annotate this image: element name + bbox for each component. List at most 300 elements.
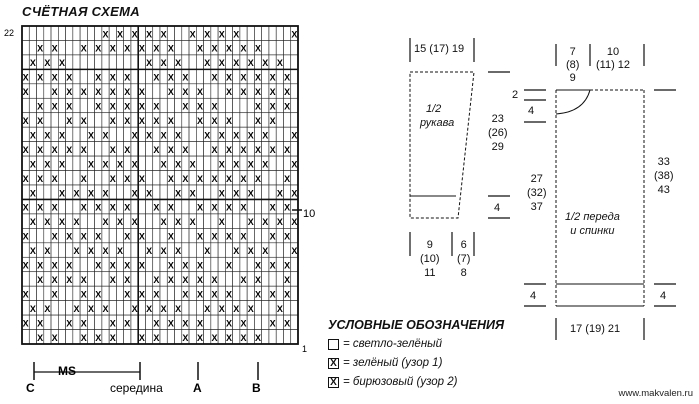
stitch-mark: X (138, 116, 145, 127)
stitch-mark: X (117, 217, 124, 228)
stitch-mark: X (167, 144, 174, 155)
stitch-mark: X (95, 289, 102, 300)
stitch-mark: X (269, 231, 276, 242)
stitch-mark: X (124, 275, 131, 286)
stitch-mark: X (182, 332, 189, 343)
stitch-mark: X (87, 130, 95, 141)
stitch-mark: X (291, 159, 298, 170)
stitch-mark: X (225, 332, 233, 343)
stitch-mark: X (153, 318, 160, 329)
stitch-mark: X (262, 130, 269, 141)
stitch-mark: X (102, 130, 109, 141)
stitch-mark: X (29, 130, 36, 141)
stitch-mark: X (247, 303, 254, 314)
stitch-mark: X (146, 130, 153, 141)
stitch-mark: X (51, 87, 58, 98)
legend-item-light-green: = светло-зелёный (328, 338, 442, 350)
stitch-mark: X (124, 87, 131, 98)
body-rib-right: 4 (660, 290, 667, 302)
stitch-mark: X (37, 275, 44, 286)
stitch-mark: X (196, 43, 203, 54)
stitch-mark: X (73, 188, 80, 199)
stitch-mark: X (284, 260, 291, 271)
stitch-mark: X (255, 87, 262, 98)
stitch-mark: X (102, 188, 109, 199)
stitch-mark: X (204, 246, 211, 257)
stitch-mark: X (240, 43, 247, 54)
stitch-mark: X (233, 29, 240, 40)
stitch-mark: X (44, 130, 51, 141)
stitch-mark: X (51, 289, 58, 300)
stitch-mark: X (51, 101, 58, 112)
stitch-mark: X (189, 29, 196, 40)
stitch-mark: X (262, 246, 269, 257)
stitch-mark: X (240, 231, 247, 242)
stitch-mark: X (124, 43, 131, 54)
stitch-mark: X (146, 188, 153, 199)
stitch-mark: X (37, 332, 44, 343)
swatch-turquoise: X (328, 377, 339, 388)
stitch-mark: X (262, 217, 269, 228)
stitch-mark: X (211, 275, 218, 286)
stitch-mark: X (51, 260, 58, 271)
stitch-mark: X (109, 332, 116, 343)
sleeve-bottom-left: 9 (10) 11 (420, 239, 440, 279)
label-ms: MS (58, 364, 76, 378)
stitch-mark: X (66, 101, 73, 112)
stitch-mark: X (102, 159, 109, 170)
stitch-mark: X (269, 260, 276, 271)
stitch-mark: X (102, 217, 109, 228)
stitch-mark: X (211, 173, 218, 184)
stitch-mark: X (102, 303, 109, 314)
stitch-mark: X (240, 87, 247, 98)
stitch-mark: X (269, 144, 276, 155)
stitch-mark: X (204, 130, 211, 141)
stitch-mark: X (73, 303, 80, 314)
stitch-mark: X (153, 289, 160, 300)
stitch-mark: X (29, 303, 36, 314)
stitch-mark: X (160, 217, 167, 228)
stitch-mark: X (58, 130, 65, 141)
stitch-mark: X (291, 217, 298, 228)
stitch-mark: X (124, 72, 131, 83)
chart-title: СЧЁТНАЯ СХЕМА (22, 4, 140, 19)
row-label-side: 10 (303, 208, 316, 220)
stitch-mark: X (131, 303, 138, 314)
stitch-mark: X (124, 260, 131, 271)
stitch-mark: X (269, 202, 276, 213)
stitch-mark: X (291, 130, 298, 141)
stitch-mark: X (44, 303, 51, 314)
stitch-mark: X (80, 43, 87, 54)
stitch-mark: X (153, 144, 160, 155)
stitch-mark: X (29, 217, 36, 228)
stitch-mark: X (124, 144, 131, 155)
stitch-mark: X (87, 303, 95, 314)
stitch-mark: X (211, 144, 218, 155)
body-width: 17 (19) 21 (570, 323, 621, 335)
body-neck-band: 4 (528, 105, 535, 117)
stitch-mark: X (80, 318, 87, 329)
stitch-mark: X (51, 144, 58, 155)
swatch-light-green (328, 339, 339, 350)
stitch-mark: X (204, 29, 211, 40)
stitch-mark: X (284, 72, 291, 83)
stitch-mark: X (284, 144, 291, 155)
sleeve-length: 23 (26) 29 (488, 113, 508, 153)
sleeve-bottom-right: 6 (7) 8 (457, 239, 471, 279)
stitch-mark: X (138, 231, 145, 242)
stitch-mark: X (138, 173, 145, 184)
sleeve-cuff-height: 4 (494, 202, 501, 214)
stitch-mark: X (22, 72, 29, 83)
stitch-mark: X (269, 318, 276, 329)
stitch-mark: X (196, 260, 203, 271)
stitch-mark: X (37, 318, 44, 329)
stitch-mark: X (182, 275, 189, 286)
stitch-mark: X (204, 303, 211, 314)
stitch-mark: X (255, 173, 262, 184)
stitch-mark: X (255, 144, 262, 155)
stitch-mark: X (124, 318, 131, 329)
stitch-mark: X (269, 116, 276, 127)
stitch-mark: X (117, 159, 124, 170)
stitch-mark: X (167, 275, 174, 286)
stitch-mark: X (29, 159, 36, 170)
stitch-mark: X (211, 116, 218, 127)
stitch-mark: X (182, 318, 189, 329)
stitch-mark: X (160, 303, 167, 314)
stitch-mark: X (66, 275, 73, 286)
swatch-green: X (328, 358, 339, 369)
stitch-mark: X (196, 202, 203, 213)
stitch-mark: X (160, 159, 167, 170)
stitch-mark: X (218, 217, 225, 228)
stitch-mark: X (284, 87, 291, 98)
stitch-mark: X (262, 159, 269, 170)
stitch-mark: X (225, 289, 233, 300)
sleeve-name-2: рукава (420, 117, 455, 129)
stitch-mark: X (51, 332, 58, 343)
stitch-mark: X (66, 318, 73, 329)
stitch-mark: X (51, 173, 58, 184)
stitch-mark: X (284, 231, 291, 242)
stitch-mark: X (153, 275, 160, 286)
stitch-mark: X (131, 29, 138, 40)
stitch-mark: X (247, 58, 254, 69)
stitch-mark: X (44, 159, 51, 170)
stitch-mark: X (160, 29, 167, 40)
stitch-mark: X (225, 72, 233, 83)
stitch-mark: X (58, 159, 65, 170)
stitch-mark: X (225, 318, 233, 329)
stitch-mark: X (225, 87, 233, 98)
stitch-mark: X (29, 58, 36, 69)
stitch-mark: X (291, 188, 298, 199)
stitch-mark: X (117, 246, 124, 257)
stitch-mark: X (255, 43, 262, 54)
stitch-mark: X (37, 144, 44, 155)
stitch-mark: X (29, 188, 36, 199)
stitch-mark: X (109, 275, 116, 286)
stitch-mark: X (269, 72, 276, 83)
stitch-mark: X (124, 202, 131, 213)
stitch-mark: X (240, 202, 247, 213)
stitch-mark: X (182, 101, 189, 112)
stitch-mark: X (44, 217, 51, 228)
stitch-mark: X (66, 231, 73, 242)
stitch-mark: X (167, 202, 174, 213)
stitch-mark: X (124, 231, 131, 242)
stitch-mark: X (225, 260, 233, 271)
stitch-mark: X (196, 116, 203, 127)
body-right-length: 33 (38) 43 (654, 156, 674, 196)
stitch-mark: X (196, 275, 203, 286)
stitch-mark: X (247, 130, 254, 141)
stitch-mark: X (109, 173, 116, 184)
stitch-mark: X (66, 72, 73, 83)
stitch-mark: X (22, 289, 29, 300)
stitch-mark: X (233, 58, 240, 69)
stitch-mark: X (51, 231, 58, 242)
stitch-mark: X (233, 246, 240, 257)
stitch-mark: X (284, 289, 291, 300)
sleeve-top-width: 15 (17) 19 (414, 43, 465, 55)
stitch-mark: X (80, 173, 87, 184)
stitch-mark: X (109, 260, 116, 271)
stitch-mark: X (284, 202, 291, 213)
stitch-mark: X (29, 246, 36, 257)
stitch-mark: X (255, 101, 262, 112)
stitch-mark: X (182, 289, 189, 300)
stitch-mark: X (218, 188, 225, 199)
stitch-mark: X (95, 332, 102, 343)
stitch-mark: X (95, 43, 102, 54)
stitch-mark: X (124, 289, 131, 300)
source-url: www.makvalen.ru (618, 388, 693, 399)
stitch-mark: X (95, 231, 102, 242)
sleeve-name-1: 1/2 (426, 103, 442, 115)
stitch-mark: X (167, 87, 174, 98)
stitch-mark: X (255, 72, 262, 83)
stitch-mark: X (102, 246, 109, 257)
stitch-mark: X (196, 289, 203, 300)
stitch-mark: X (211, 332, 218, 343)
stitch-mark: X (225, 202, 233, 213)
stitch-mark: X (51, 275, 58, 286)
stitch-mark: X (211, 202, 218, 213)
stitch-mark: X (196, 173, 203, 184)
stitch-mark: X (233, 159, 240, 170)
stitch-mark: X (37, 101, 44, 112)
stitch-mark: X (269, 101, 276, 112)
stitch-mark: X (22, 202, 29, 213)
stitch-mark: X (22, 231, 29, 242)
stitch-mark: X (138, 260, 145, 271)
stitch-mark: X (255, 332, 262, 343)
stitch-mark: X (80, 116, 87, 127)
stitch-mark: X (109, 43, 116, 54)
stitch-mark: X (211, 101, 218, 112)
stitch-mark: X (109, 144, 116, 155)
stitch-mark: X (87, 159, 95, 170)
stitch-mark: X (284, 318, 291, 329)
stitch-mark: X (167, 231, 174, 242)
stitch-mark: X (240, 332, 247, 343)
body-shoulder: 7 (8) 9 (566, 46, 580, 84)
stitch-mark: X (109, 101, 116, 112)
stitch-mark: X (225, 144, 233, 155)
stitch-mark: X (189, 188, 196, 199)
stitch-mark: X (95, 202, 102, 213)
stitch-mark: X (124, 116, 131, 127)
stitch-mark: X (276, 217, 283, 228)
label-b: B (252, 381, 261, 395)
stitch-mark: X (109, 318, 116, 329)
stitch-mark: X (37, 173, 44, 184)
legend-item-green: X = зелёный (узор 1) (328, 357, 442, 369)
stitch-mark: X (146, 58, 153, 69)
stitch-mark: X (95, 101, 102, 112)
stitch-mark: X (175, 217, 182, 228)
stitch-mark: X (167, 116, 174, 127)
stitch-mark: X (167, 72, 174, 83)
stitch-mark: X (276, 303, 283, 314)
stitch-mark: X (196, 101, 203, 112)
stitch-mark: X (233, 188, 240, 199)
stitch-mark: X (66, 116, 73, 127)
stitch-mark: X (22, 173, 29, 184)
legend-item-turquoise: X = бирюзовый (узор 2) (328, 376, 458, 388)
stitch-mark: X (109, 87, 116, 98)
stitch-mark: X (51, 43, 58, 54)
stitch-mark: X (291, 29, 298, 40)
stitch-mark: X (211, 43, 218, 54)
stitch-mark: X (175, 188, 182, 199)
stitch-mark: X (160, 130, 167, 141)
stitch-mark: X (95, 72, 102, 83)
stitch-mark: X (58, 58, 65, 69)
body-name: 1/2 переда и спинки (565, 211, 620, 237)
stitch-mark: X (138, 87, 145, 98)
stitch-mark: X (160, 246, 167, 257)
stitch-mark: X (233, 130, 240, 141)
stitch-mark: X (240, 275, 247, 286)
body-rib-left: 4 (530, 290, 537, 302)
stitch-mark: X (269, 289, 276, 300)
stitch-mark: X (80, 202, 87, 213)
stitch-mark: X (80, 144, 87, 155)
stitch-mark: X (138, 43, 145, 54)
stitch-mark: X (196, 87, 203, 98)
stitch-mark: X (37, 116, 44, 127)
stitch-mark: X (44, 58, 51, 69)
stitch-mark: X (269, 87, 276, 98)
stitch-mark: X (131, 130, 138, 141)
stitch-mark: X (196, 231, 203, 242)
stitch-mark: X (87, 246, 95, 257)
stitch-mark: X (95, 87, 102, 98)
label-a: A (193, 381, 202, 395)
stitch-mark: X (175, 159, 182, 170)
stitch-mark: X (80, 275, 87, 286)
stitch-mark: X (240, 144, 247, 155)
stitch-mark: X (153, 43, 160, 54)
stitch-mark: X (95, 260, 102, 271)
stitch-mark: X (80, 87, 87, 98)
stitch-mark: X (80, 289, 87, 300)
stitch-mark: X (182, 72, 189, 83)
stitch-mark: X (124, 173, 131, 184)
stitch-mark: X (160, 58, 167, 69)
stitch-mark: X (255, 260, 262, 271)
stitch-mark: X (175, 246, 182, 257)
stitch-mark: X (255, 289, 262, 300)
stitch-mark: X (218, 29, 225, 40)
stitch-mark: X (37, 202, 44, 213)
stitch-mark: X (255, 275, 262, 286)
stitch-mark: X (66, 87, 73, 98)
stitch-mark: X (225, 231, 233, 242)
stitch-mark: X (276, 188, 283, 199)
stitch-mark: X (87, 188, 95, 199)
stitch-mark: X (240, 173, 247, 184)
stitch-mark: X (22, 318, 29, 329)
stitch-mark: X (66, 144, 73, 155)
stitch-mark: X (58, 188, 65, 199)
stitch-mark: X (58, 217, 65, 228)
stitch-mark: X (247, 246, 254, 257)
stitch-mark: X (255, 116, 262, 127)
stitch-mark: X (146, 246, 153, 257)
body-neck: 10 (11) 12 (596, 46, 631, 71)
stitch-mark: X (284, 173, 291, 184)
stitch-mark: X (167, 318, 174, 329)
stitch-mark: X (276, 58, 283, 69)
label-middle: середина (110, 381, 163, 395)
stitch-mark: X (284, 101, 291, 112)
stitch-mark: X (66, 260, 73, 271)
stitch-mark: X (218, 303, 225, 314)
stitch-mark: X (175, 130, 182, 141)
stitch-mark: X (22, 87, 29, 98)
stitch-mark: X (211, 72, 218, 83)
stitch-mark: X (146, 303, 153, 314)
stitch-mark: X (247, 217, 254, 228)
stitch-mark: X (225, 43, 233, 54)
stitch-mark: X (109, 116, 116, 127)
body-left-length: 27 (32) 37 (527, 173, 547, 213)
stitch-mark: X (211, 289, 218, 300)
stitch-mark: X (196, 318, 203, 329)
stitch-mark: X (175, 303, 182, 314)
stitch-mark: X (291, 246, 298, 257)
stitch-mark: X (153, 202, 160, 213)
stitch-mark: X (247, 188, 254, 199)
stitch-mark: X (182, 87, 189, 98)
stitch-mark: X (153, 72, 160, 83)
stitch-mark: X (262, 58, 269, 69)
row-label-top: 22 (4, 28, 15, 38)
stitch-mark: X (247, 159, 254, 170)
stitch-mark: X (175, 58, 182, 69)
body-neck-depth: 2 (512, 89, 519, 101)
stitch-mark: X (189, 217, 196, 228)
stitch-mark: X (80, 332, 87, 343)
legend-title: УСЛОВНЫЕ ОБОЗНАЧЕНИЯ (328, 318, 505, 332)
stitch-mark: X (225, 116, 233, 127)
